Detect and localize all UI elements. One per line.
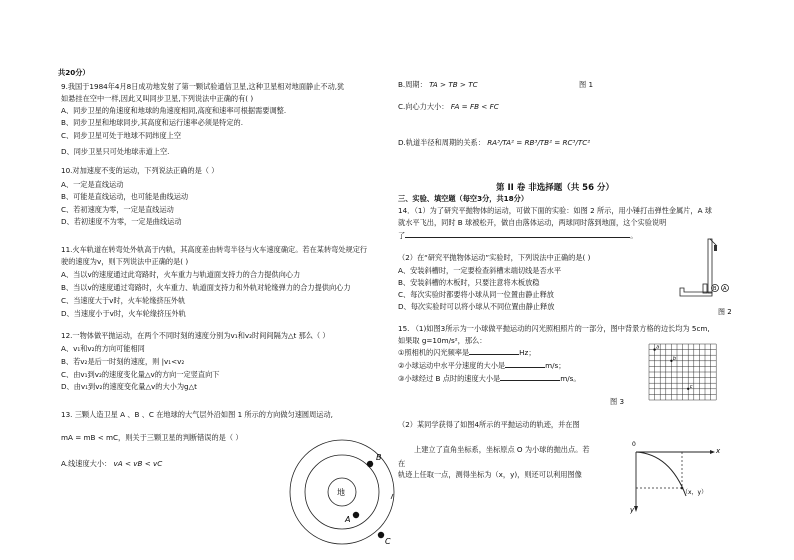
q11-stem-1: 11.火车轨道在转弯处外轨高于内轨，其高度差由转弯半径与火车速度确定。若在某转弯处规定行 [61,245,368,254]
q12-option-b: B、若v₂是后一时刻的速度，则 |v₁<v₂ [61,357,185,366]
q15-part2-line1: （2）某同学获得了如图4所示的平抛运动的轨迹，并在图 [398,420,580,429]
figure-2-caption: 图 2 [718,308,732,316]
ball-b-label: B [713,286,717,292]
satellite-c [378,532,384,538]
q15-part1-line2: 如果取 g=10m/s²，那么： [398,336,487,345]
q15-item-1-text: ①照相机的闪光频率是 [398,348,470,357]
q15-item-2-text: ②小球运动中水平分速度的大小是 [398,361,506,370]
q14-part1-line2: 就水平飞出，同时 B 球被松开，做自由落体运动，两球同时落到地面，这个实验说明 [398,218,667,227]
q13-option-c [398,102,499,111]
figure-3-grid [631,342,721,412]
left-column [56,0,396,560]
q13-stem-2: mA = mB < mC，则关于三颗卫星的判断错误的是（ ） [61,433,243,442]
earth-label: 地 [337,488,345,497]
q12-option-a: A、v₁和v₂的方向可能相同 [61,344,145,353]
q13-option-a-prefix: A.线速度大小： [61,459,112,468]
flash-point-a-label: a [656,344,660,351]
satellite-c-label: C [385,537,391,546]
q11-option-c: C、当速度大于v时，火车轮缘挤压外轨 [61,296,186,305]
q15-blank-3[interactable] [500,380,560,381]
axis-y-label: y [630,506,635,514]
q15-item-3-text: ③小球经过 B 点时的速度大小是 [398,374,501,383]
q15-blank-2[interactable] [505,367,545,368]
q9-stem-1: 9.我国于1984年4月8日成功地发射了第一颗试验通信卫星,这种卫星相对地面静止不动,犹 [61,82,345,91]
q13-option-d-prefix: D.轨道半径和周期的关系： [398,138,485,147]
q15-blank-1[interactable] [469,354,519,355]
q14-option-d: D、每次实验时可以将小球从不同位置由静止释放 [398,302,555,311]
q13-option-b [398,80,478,89]
q13-stem-1: 13. 三颗人造卫星 A 、B 、C 在地球的大气层外沿如图 1 所示的方向做匀速圆周运动, [61,410,333,419]
q15-part2-line4: 轨迹上任取一点，测得坐标为（x，y)，则还可以利用图像 [398,470,582,479]
figure-2-apparatus [678,236,738,316]
section-3-title: 三、实验、填空题（每空3分，共18分） [398,194,529,203]
q13-option-c-formula: FA = FB < FC [450,102,499,111]
satellite-b [367,461,373,467]
axis-x-label: x [716,447,721,455]
q11-option-a: A、当以v的速度通过此弯路时，火车重力与轨道面支持力的合力提供向心力 [61,270,301,279]
q14-option-b: B、安装斜槽的木板时，只要注意将木板放稳 [398,278,540,287]
q13-option-d-formula: RA³/TA² = RB³/TB² = RC³/TC² [487,138,591,147]
figure-4-trajectory [630,440,730,515]
q15-part2-line3: 在 [398,459,406,468]
section-2-title: 第 II 卷 非选择题（共 56 分） [496,183,614,193]
q15-item-2-unit: m/s； [545,361,566,370]
q15-item-1 [398,348,536,357]
q11-stem-2: 驶的速度为v，则下列说法中正确的是( ) [61,257,189,266]
q11-option-d: D、当速度小于v时，火车轮缘挤压外轨 [61,309,186,318]
q12-option-d: D、由v₁到v₂的速度变化量△v的大小为g△t [61,382,197,391]
q9-option-b: B、同步卫星和地球同步,其高度和运行速率必须是特定的. [61,118,244,127]
q14-option-a: A、安装斜槽时，一定要检查斜槽末端切线是否水平 [398,266,562,275]
q13-option-b-prefix: B.周期： [398,80,427,89]
q15-item-3-unit: m/s。 [560,374,581,383]
q10-option-d: D、若初速度不为零，一定是曲线运动 [61,217,182,226]
q15-part1-line1: 15. （1)如图3所示为一小球做平抛运动的闪光照相照片的一部分，图中背景方格的边长均为 5cm, [398,324,710,333]
q13-option-a [61,459,162,468]
q13-option-c-prefix: C.向心力大小： [398,102,449,111]
q14-option-c: C、每次实验时都要将小球从同一位置由静止释放 [398,290,554,299]
flash-point-b-label: b [672,355,677,362]
satellite-b-label: B [376,453,382,462]
q12-option-c: C、由v₁到v₂的速度变化量△v的方向一定竖直向下 [61,370,220,379]
axis-origin-label: 0 [632,441,636,448]
score-tail: 共20分） [58,68,90,77]
q9-option-a: A、同步卫星的角速度和地球的角速度相同,高度和速率可根据需要调整. [61,106,287,115]
q9-option-c: C、同步卫星可处于地球不同纬度上空 [61,131,182,140]
q13-option-a-formula: vA < vB < vC [113,459,163,468]
q10-option-a: A、一定是直线运动 [61,180,124,189]
figure-1-orbits [284,432,404,552]
satellite-a-label: A [345,515,351,524]
q12-stem: 12.一物体做平抛运动，在两个不同时刻的速度分别为v₁和v₂时间间隔为△t 那么（ ） [61,331,330,340]
satellite-a [353,512,359,518]
q15-item-2 [398,361,565,370]
q14-answer-blank[interactable] [405,237,630,238]
q10-stem: 10.对加速度不变的运动，下列说法正确的是（ ） [61,166,219,175]
q14-part1-line1: 14．（1）为了研究平抛物体的运动，可做下面的实验：如图 2 所示，用小锤打击弹性金属片，A 球 [398,206,712,215]
q9-stem-2: 如悬挂在空中一样,因此又叫同步卫星,下列说法中正确的有( ) [61,94,254,103]
q10-option-b: B、可能是直线运动，也可能是曲线运动 [61,192,189,201]
q14-part2-stem: （2）在“研究平抛物体运动”实验时，下列说法中正确的是( ) [398,253,591,262]
q15-part2-line2: 上建立了直角坐标系，坐标原点 O 为小球的抛出点。若 [414,445,590,454]
figure-3-caption: 图 3 [610,397,625,406]
q11-option-b: B、当以v的速度通过弯路时，火车重力、轨道面支持力和外轨对轮缘弹力的合力提供向心力 [61,283,351,292]
ball-a-label: A [723,286,727,292]
right-column [398,0,738,560]
q15-item-3 [398,374,581,383]
q9-option-d: D、同步卫星只可处地球赤道上空. [61,147,170,156]
q14-answer-prefix: 了 [398,231,406,240]
figure-1-caption: 图 1 [579,80,594,89]
flash-point-c-label: c [689,383,693,390]
q10-option-c: C、若初速度为零，一定是直线运动 [61,205,174,214]
q13-option-b-formula: TA > TB > TC [429,80,478,89]
q15-item-1-unit: Hz； [519,348,536,357]
q13-option-d [398,138,590,147]
q14-part1-line3: 了 。 [398,231,638,240]
point-label: （x，y） [682,489,708,496]
